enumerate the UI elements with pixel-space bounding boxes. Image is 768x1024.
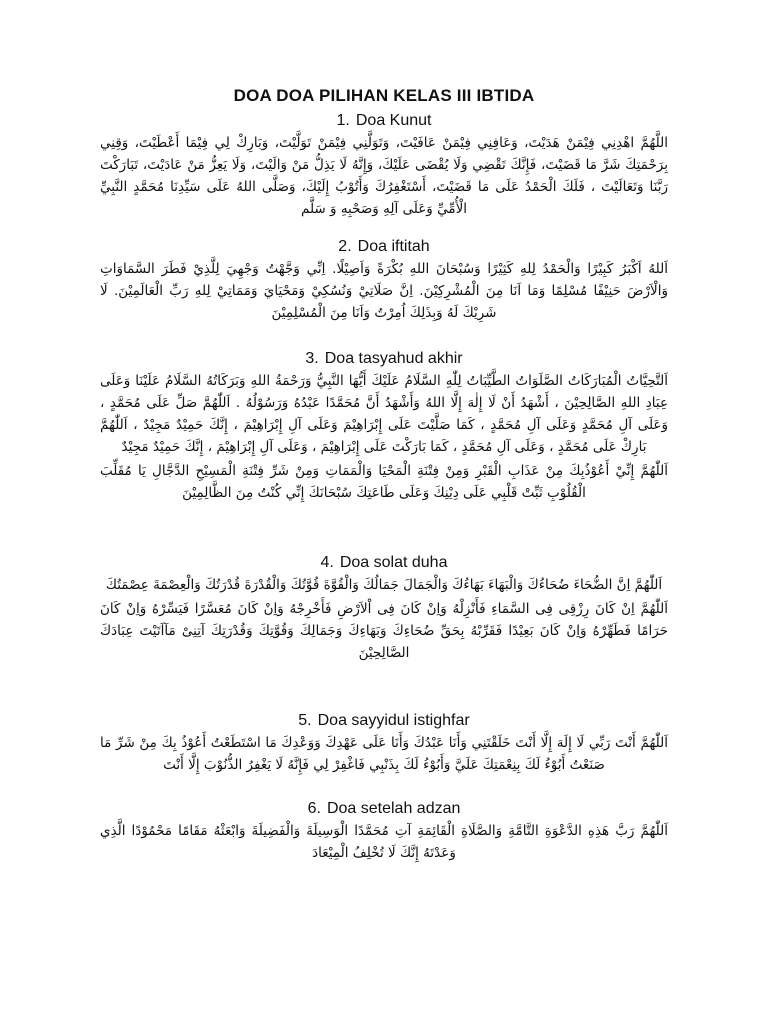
section-title: Doa sayyidul istighfar xyxy=(317,712,470,729)
section-heading xyxy=(100,348,668,370)
section-title: Doa solat duha xyxy=(339,554,448,571)
section-heading xyxy=(100,552,668,574)
prayer-text: اَللّٰهُمَّ إِنِّيْ أَعُوْذُبِكَ مِنْ عَذَابِ الْقَبْرِ وَمِنْ فِتْنَةِ الْمَحْيَا وَالْمَمَاتِ وَمِنْ شَرِّ فِتْنَةِ الْمَسِيْحِ الدَّجَّالِ يَا مُقَلِّبَ الْقُلُوْبِ ثَبِّتْ قَلْبِي عَلَى دِيْنِكَ وَعَلَى طَاعَتِكَ سُبْحَانَكَ إِنِّي كُنْتُ مِنَ الظَّالِمِيْنَ xyxy=(100,463,668,501)
prayer-text: اَللّٰهُمَّ اِنَّ الضُّحَاءَ ضُحَاءُكَ وَالْبَهَاءَ بَهَاءُكَ وَالْجَمَالَ جَمَالُكَ وَالْقُوَّةَ قُوَّتُكَ وَالْقُدْرَةَ قُدْرَتُكَ وَالْعِصْمَةَ عِصْمَتُكَ xyxy=(105,577,663,593)
section-number: 3. xyxy=(305,350,319,367)
prayer-text: اَللّٰهُمَّ اِنْ كَانَ رِزْقِى فِى السَّمَاءِ فَأَنْزِلْهُ وَاِنْ كَانَ فِى اْلاَرْضِ فَأَخْرِجْهُ وَاِنْ كَانَ مُعَسَّرًا فَيَسِّرْهُ وَاِنْ كَانَ حَرَامًا فَطَهِّرْهُ وَاِنْ كَانَ بَعِيْدًا فَقَرِّبْهُ بِحَقِّ ضُحَاءِكَ وَبَهَاءِكَ وَجَمَالِكَ وَقُوَّتِكَ وَقُدْرَتِكَ آتِنِىْ مَآاَتَيْتَ عِبَادَكَ الصَّالِحِيْنَ xyxy=(100,601,668,661)
section-number: 6. xyxy=(307,800,321,817)
document-title: DOA DOA PILIHAN KELAS III IBTIDA xyxy=(233,86,535,105)
section-number: 4. xyxy=(320,554,334,571)
prayer-text: اللَّهُمَّ اهْدِنِي فِيْمَنْ هَدَيْتَ، وَعَافِنِي فِيْمَنْ عَافَيْتَ، وَتَوَلَّنِي فِيْمَنْ تَوَلَّيْتَ، وَبَارِكْ لِي فِيْمَا أَعْطَيْتَ، وَقِنِي بِرَحْمَتِكَ شَرَّ مَا قَضَيْتَ، فَإِنَّكَ تَقْضِي وَلَا يُقْضَى عَلَيْكَ، وَإِنَّهُ لَا يَذِلُّ مَنْ وَالَيْتَ، وَلَا يَعِزُّ مَنْ عَادَيْتَ، تَبَارَكْتَ رَبَّنَا وَتَعَالَيْتَ ، فَلَكَ الْحَمْدُ عَلَى مَا قَضَيْتَ، أَسْتَغْفِرُكَ وَأَتُوْبُ إِلَيْكَ، وَصَلَّى اللهُ عَلَى سَيِّدِنَا مُحَمَّدٍ النَّبِيِّ الْأُمِّيِّ وَعَلَى آلِهِ وَصَحْبِهِ وَ سَلَّم xyxy=(100,135,668,217)
section-doa-kunut xyxy=(100,110,668,220)
section-doa-solat-duha xyxy=(100,552,668,664)
section-title: Doa tasyahud akhir xyxy=(324,350,463,367)
section-doa-sayyidul-istighfar xyxy=(100,710,668,776)
section-doa-tasyahud-akhir xyxy=(100,348,668,504)
prayer-text: اَلتَّحِيَّاتُ الْمُبَارَكَاتُ الصَّلَوَاتُ الطَّيِّبَاتُ لِلّٰهِ السَّلَامُ عَلَيْكَ أَيُّهَا النَّبِيُّ وَرَحْمَةُ اللهِ وَبَرَكَاتُهُ السَّلَامُ عَلَيْنَا وَعَلَى عِبَادِ اللهِ الصَّالِحِيْنَ ، أَشْهَدُ أَنْ لَا إِلٰهَ إِلَّا اللهُ وَأَشْهَدُ أَنَّ مُحَمَّدًا عَبْدُهُ وَرَسُوْلُهُ . اَللّٰهُمَّ صَلِّ عَلَى مُحَمَّدٍ ، وَعَلَى آلِ مُحَمَّدٍ وَعَلَى آلِ مُحَمَّدٍ ، كَمَا صَلَّيْتَ عَلَى إِبْرَاهِيْمَ وَعَلَى آلِ إِبْرَاهِيْمَ ، إِنَّكَ حَمِيْدٌ مَجِيْدٌ ، اَللّٰهُمَّ بَارِكْ عَلَى مُحَمَّدٍ ، وَعَلَى آلِ مُحَمَّدٍ ، كَمَا بَارَكْتَ عَلَى إِبْرَاهِيْمَ ، وَعَلَى آلِ إِبْرَاهِيْمَ ، إِنَّكَ حَمِيْدٌ مَجِيْدٌ xyxy=(100,373,668,455)
section-heading xyxy=(100,110,668,132)
prayer-text: اَللهُ اَكْبَرُ كَبِيْرًا وَالْحَمْدُ لِلهِ كَثِيْرًا وَسُبْحَانَ اللهِ بُكْرَةً وَاَصِيْلًا. اِنِّي وَجَّهْتُ وَجْهِيَ لِلَّذِيْ فَطَرَ السَّمَاوَاتِ وَالْاَرْضَ حَنِيْفًا مُسْلِمًا وَمَا اَنَا مِنَ الْمُشْرِكِيْنَ. اِنَّ صَلَاتِيْ وَنُسُكِيْ وَمَحْيَايَ وَمَمَاتِيْ لِلهِ رَبِّ الْعَالَمِيْنَ. لَا شَرِيْكَ لَهُ وَبِذَلِكَ اُمِرْتُ وَاَنَا مِنَ الْمُسْلِمِيْنَ xyxy=(100,261,668,321)
section-title: Doa iftitah xyxy=(357,238,430,255)
prayer-text: اَللّٰهُمَّ أَنْتَ رَبِّي لَا إِلَهَ إِلَّا أَنْتَ خَلَقْتَنِي وَأَنَا عَبْدُكَ وَأَنَا عَلَى عَهْدِكَ وَوَعْدِكَ مَا اسْتَطَعْتُ أَعُوْذُ بِكَ مِنْ شَرِّ مَا صَنَعْتُ أَبُوْءُ لَكَ بِنِعْمَتِكَ عَلَيَّ وَأَبُوْءُ لَكَ بِذَنْبِي فَاغْفِرْ لِي فَإِنَّهُ لَا يَغْفِرُ الذُّنُوْبَ إِلَّا أَنْتَ xyxy=(100,735,668,773)
section-heading xyxy=(100,798,668,820)
prayer-text: اَللّٰهُمَّ رَبَّ هَذِهِ الدَّعْوَةِ التَّامَّةِ وَالصَّلَاةِ الْقَائِمَةِ آتِ مُحَمَّدًا الْوَسِيلَةَ وَالْفَضِيلَةَ وَابْعَثْهُ مَقَامًا مَحْمُوْدًا الَّذِي وَعَدْتَهُ إِنَّكَ لَا تُخْلِفُ الْمِيْعَادَ xyxy=(100,823,668,861)
section-doa-setelah-adzan xyxy=(100,798,668,864)
section-heading xyxy=(100,710,668,732)
section-number: 5. xyxy=(298,712,312,729)
section-heading xyxy=(100,236,668,258)
section-title: Doa setelah adzan xyxy=(326,800,461,817)
section-title: Doa Kunut xyxy=(355,112,432,129)
section-number: 1. xyxy=(336,112,350,129)
section-doa-iftitah xyxy=(100,236,668,324)
section-number: 2. xyxy=(338,238,352,255)
